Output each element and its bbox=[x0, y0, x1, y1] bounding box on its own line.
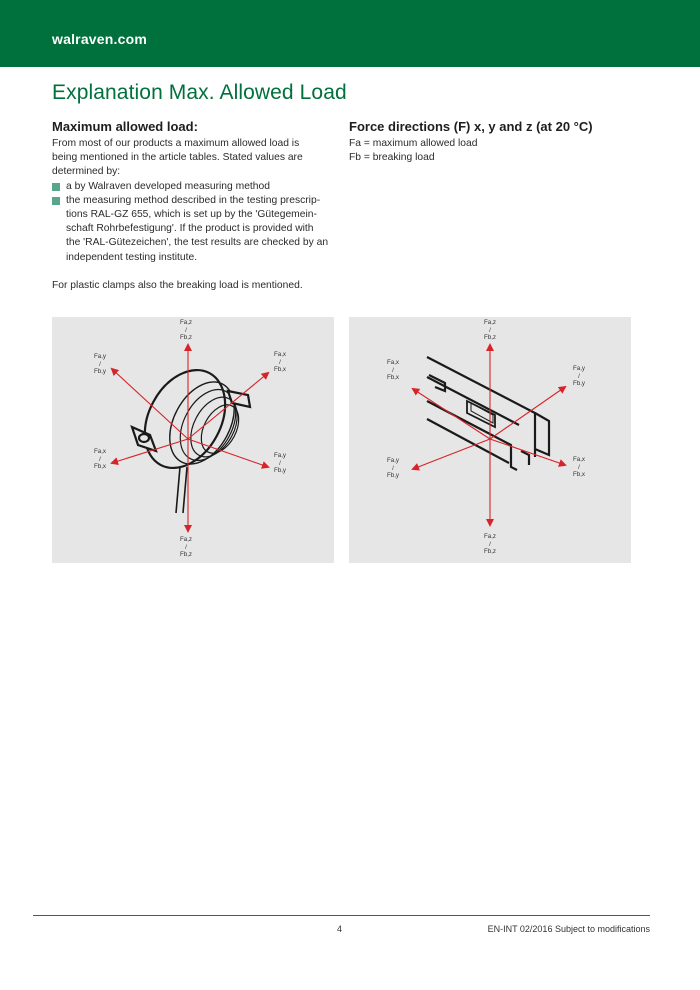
list-item bbox=[52, 194, 334, 265]
channel-diagram-svg bbox=[349, 317, 631, 563]
y-upper-left-arrow bbox=[112, 369, 188, 439]
force-label-upper-left: Fa,x / Fb,x bbox=[386, 359, 400, 382]
force-label-top: Fa,z / Fb,z bbox=[483, 319, 497, 342]
y-lower-left-arrow bbox=[413, 439, 490, 469]
force-label-upper-right: Fa,x / Fb,x bbox=[273, 351, 287, 374]
x-upper-right-arrow bbox=[188, 373, 268, 439]
method-list bbox=[52, 180, 334, 265]
list-item-text: the measuring method described in the testing prescrip- bbox=[66, 194, 321, 206]
max-load-heading: Maximum allowed load: bbox=[52, 119, 198, 134]
force-label-upper-left: Fa,y / Fb,y bbox=[93, 353, 107, 376]
list-item bbox=[52, 180, 334, 194]
footer-note: EN-INT 02/2016 Subject to modifications bbox=[487, 924, 650, 934]
intro-paragraph bbox=[52, 137, 334, 180]
list-item-text: independent testing institute. bbox=[66, 251, 198, 263]
force-label-lower-right: Fa,x / Fb,x bbox=[572, 456, 586, 479]
threaded-rod-shape bbox=[176, 467, 187, 513]
intro-line: determined by: bbox=[52, 166, 121, 178]
list-item-text: schaft Rohrbefestigung'. If the product is provided with bbox=[66, 223, 314, 235]
force-directions-section bbox=[349, 119, 649, 165]
force-label-lower-left: Fa,x / Fb,x bbox=[93, 448, 107, 471]
square-bullet-icon bbox=[52, 197, 60, 205]
header-bar bbox=[0, 0, 700, 67]
force-label-upper-right: Fa,y / Fb,y bbox=[572, 365, 586, 388]
clamp-force-diagram bbox=[52, 317, 334, 563]
legend-fa: Fa = maximum allowed load bbox=[349, 138, 478, 149]
force-label-top: Fa,z / Fb,z bbox=[179, 319, 193, 342]
force-label-lower-right: Fa,y / Fb,y bbox=[273, 452, 287, 475]
list-item-text: the 'RAL-Gütezeichen', the test results are checked by an bbox=[66, 237, 329, 249]
channel-force-diagram bbox=[349, 317, 631, 563]
legend-fb: Fb = breaking load bbox=[349, 152, 435, 164]
footer-divider bbox=[33, 915, 650, 916]
x-lower-right-arrow bbox=[490, 439, 565, 465]
intro-line: being mentioned in the article tables. Stated values are bbox=[52, 152, 303, 164]
list-item-text: a by Walraven developed measuring method bbox=[66, 180, 270, 192]
pipe-clamp-shape bbox=[129, 356, 250, 482]
max-load-section bbox=[52, 119, 334, 293]
page-number: 4 bbox=[337, 924, 343, 934]
square-bullet-icon bbox=[52, 183, 60, 191]
list-item-text: tions RAL-GZ 655, which is set up by the 'Gütegemein- bbox=[66, 209, 317, 221]
page-title: Explanation Max. Allowed Load bbox=[52, 81, 347, 104]
plastic-clamp-note: For plastic clamps also the breaking load is mentioned. bbox=[52, 279, 303, 291]
site-url-link[interactable]: walraven.com bbox=[52, 31, 147, 47]
force-label-bottom: Fa,z / Fb,z bbox=[179, 536, 193, 559]
force-label-bottom: Fa,z / Fb,z bbox=[483, 533, 497, 556]
force-label-lower-left: Fa,y / Fb,y bbox=[386, 457, 400, 480]
intro-line: From most of our products a maximum allowed load is bbox=[52, 138, 300, 149]
force-directions-heading: Force directions (F) x, y and z (at 20 °C) bbox=[349, 119, 593, 134]
force-arrows bbox=[413, 345, 565, 525]
